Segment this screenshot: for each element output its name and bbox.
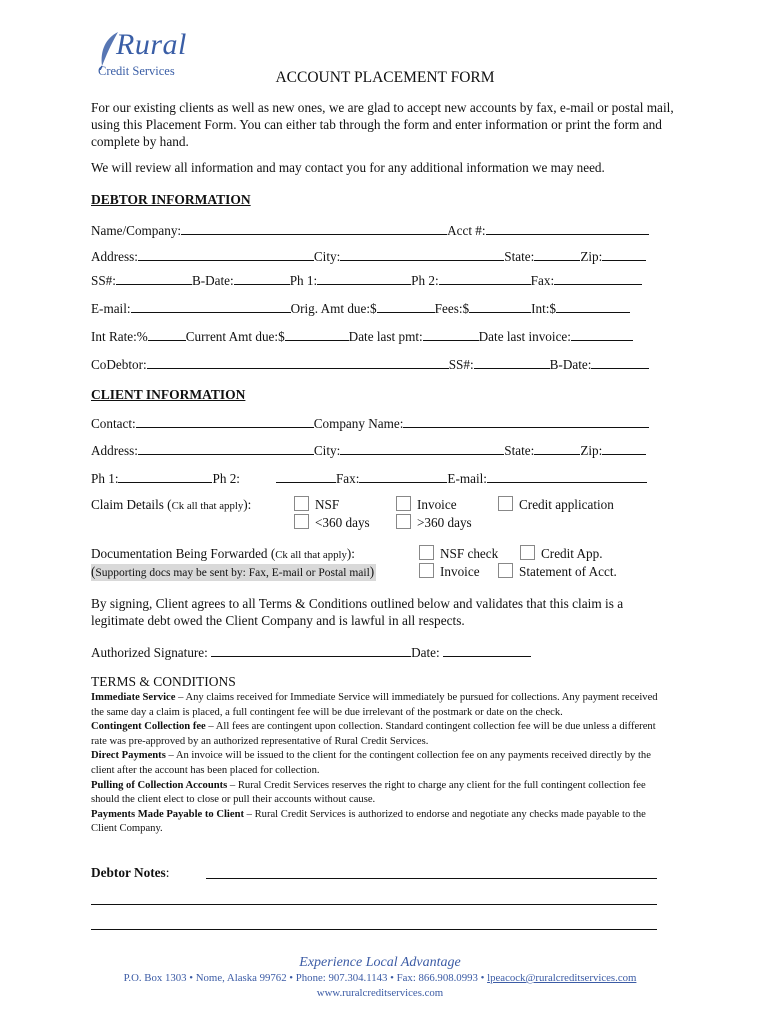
term-text: – An invoice will be issued to the client for the contingent collection fee on any payments received directly by the client after the account has been placed for collection.	[91, 750, 651, 776]
date-last-pmt-label: Date last pmt:	[348, 329, 423, 344]
client-email-field[interactable]	[487, 470, 647, 483]
term-text: – Rural Credit Services is authorized to endorse and negotiate any checks made payable to the Client Company.	[91, 808, 646, 835]
debtor-section-heading: DEBTOR INFORMATION	[91, 192, 251, 207]
logo-main-text: Rural	[116, 28, 187, 61]
debtor-bdate-field[interactable]	[234, 272, 290, 285]
debtor-notes-colon: :	[165, 865, 170, 880]
doc-credit-app-checkbox[interactable]	[520, 545, 535, 560]
debtor-city-field[interactable]	[340, 248, 504, 261]
debtor-row-4	[91, 300, 630, 317]
codebtor-label: CoDebtor:	[91, 357, 147, 372]
orig-amt-label: Orig. Amt due:$	[290, 301, 377, 316]
client-zip-field[interactable]	[602, 442, 646, 455]
client-ph2-label: Ph 2:	[212, 471, 240, 486]
auth-signature-field[interactable]	[211, 644, 411, 657]
codebtor-bdate-field[interactable]	[591, 356, 649, 369]
debtor-ph2-field[interactable]	[439, 272, 531, 285]
doc-statement-label: Statement of Acct.	[519, 564, 617, 579]
form-title: ACCOUNT PLACEMENT FORM	[275, 69, 495, 86]
debtor-ph2-label: Ph 2:	[411, 273, 439, 288]
term-text: – All fees are contingent upon collection. Standard contingent collection fee will be due unless a different rate was pre-approved by an authorized representative of Rural Credit Services.	[91, 721, 656, 747]
contact-label: Contact:	[91, 416, 136, 431]
name-company-field[interactable]	[181, 222, 447, 235]
doc-forwarded-text: Documentation Being Forwarded (	[91, 546, 276, 561]
term-title: Immediate Service	[91, 692, 176, 703]
date-last-pmt-field[interactable]	[423, 328, 479, 341]
orig-amt-field[interactable]	[377, 300, 435, 313]
footer-contact	[0, 972, 760, 984]
codebtor-field[interactable]	[147, 356, 449, 369]
doc-statement-checkbox[interactable]	[498, 563, 513, 578]
claim-lt360-checkbox[interactable]	[294, 514, 309, 529]
term-title: Contingent Collection fee	[91, 721, 206, 733]
debtor-zip-field[interactable]	[602, 248, 646, 261]
doc-forwarded-colon: ):	[346, 546, 355, 561]
client-state-field[interactable]	[534, 442, 580, 455]
doc-forwarded-hint: Ck all that apply	[275, 549, 347, 561]
codebtor-ss-field[interactable]	[474, 356, 550, 369]
debtor-notes-label	[91, 865, 169, 881]
client-row-2	[91, 442, 646, 459]
doc-invoice-label: Invoice	[440, 564, 480, 579]
claim-invoice-label: Invoice	[417, 497, 457, 512]
terms-heading: TERMS & CONDITIONS	[91, 674, 236, 689]
date-label: Date:	[411, 645, 440, 660]
debtor-ph1-label: Ph 1:	[289, 273, 318, 288]
debtor-address-label: Address:	[91, 249, 138, 264]
doc-forwarded-label	[91, 546, 355, 563]
doc-note-close: )	[369, 564, 375, 579]
debtor-row-5	[91, 328, 633, 345]
doc-note-open: (	[91, 564, 96, 579]
footer-website[interactable]: www.ruralcreditservices.com	[316, 987, 444, 999]
claim-credit-app-checkbox[interactable]	[498, 496, 513, 511]
doc-invoice-checkbox[interactable]	[419, 563, 434, 578]
claim-details-text: Claim Details (	[91, 497, 172, 512]
debtor-fax-label: Fax:	[530, 273, 555, 288]
claim-nsf-checkbox[interactable]	[294, 496, 309, 511]
claim-nsf-label: NSF	[315, 497, 340, 512]
claim-gt360-checkbox[interactable]	[396, 514, 411, 529]
term-text: – Any claims received for Immediate Service will immediately be pursued for collections. Any payment received the same day a claim is placed, a full contingent fee will be due irrelevant of the postmark or date on the check.	[91, 692, 658, 718]
acct-label: Acct #:	[447, 223, 486, 238]
client-row-3	[91, 470, 647, 487]
debtor-notes-line-1[interactable]	[206, 878, 657, 879]
date-last-invoice-label: Date last invoice:	[478, 329, 571, 344]
date-last-invoice-field[interactable]	[571, 328, 633, 341]
codebtor-ss-label: SS#:	[448, 357, 474, 372]
client-email-label: E-mail:	[447, 471, 487, 486]
debtor-zip-label: Zip:	[580, 249, 603, 264]
client-ph2-field[interactable]	[276, 470, 336, 483]
claim-gt360-label: >360 days	[417, 515, 472, 530]
term-title: Direct Payments	[91, 750, 166, 762]
debtor-row-1	[91, 222, 649, 239]
signature-row	[91, 644, 531, 661]
debtor-notes-line-3[interactable]	[91, 929, 657, 930]
client-row-1	[91, 415, 649, 432]
debtor-notes-title: Debtor Notes	[91, 865, 166, 880]
terms-list	[91, 691, 663, 837]
auth-signature-label: Authorized Signature:	[91, 645, 208, 660]
debtor-state-label: State:	[504, 249, 535, 264]
debtor-ss-label: SS#:	[91, 273, 116, 288]
term-title: Pulling of Collection Accounts	[91, 779, 228, 791]
debtor-email-field[interactable]	[131, 300, 291, 313]
debtor-row-2	[91, 248, 646, 265]
term-immediate-service	[91, 691, 663, 720]
claim-lt360-label: <360 days	[315, 515, 370, 530]
int-rate-label: Int Rate:%	[91, 329, 148, 344]
int-rate-field[interactable]	[148, 328, 186, 341]
debtor-email-label: E-mail:	[91, 301, 131, 316]
client-city-label: City:	[313, 443, 341, 458]
company-name-label: Company Name:	[313, 416, 404, 431]
debtor-bdate-label: B-Date:	[191, 273, 234, 288]
footer-email-link[interactable]: lpeacock@ruralcreditservices.com	[487, 972, 637, 984]
client-zip-label: Zip:	[580, 443, 603, 458]
current-amt-label: Current Amt due:$	[185, 329, 285, 344]
claim-details-colon: ):	[243, 497, 252, 512]
codebtor-bdate-label: B-Date:	[549, 357, 592, 372]
footer-tagline: Experience Local Advantage	[299, 955, 461, 970]
claim-details-label	[91, 497, 251, 514]
int-label: Int:$	[531, 301, 557, 316]
int-field[interactable]	[556, 300, 630, 313]
client-fax-field[interactable]	[359, 470, 447, 483]
doc-note-text: Supporting docs may be sent by: Fax, E-mail or Postal mail	[95, 567, 370, 579]
term-payments-payable	[91, 808, 663, 837]
current-amt-field[interactable]	[285, 328, 349, 341]
debtor-ss-field[interactable]	[116, 272, 192, 285]
intro-paragraph: For our existing clients as well as new ones, we are glad to accept new accounts by fax, e-mail or postal mail, using this Placement Form. You can either tab through the form and enter information or print the form and complete by hand.	[91, 100, 674, 149]
debtor-state-field[interactable]	[534, 248, 580, 261]
client-city-field[interactable]	[340, 442, 504, 455]
claim-details-hint: Ck all that apply	[171, 500, 244, 512]
client-ph2-spacer	[240, 471, 276, 483]
claim-invoice-checkbox[interactable]	[396, 496, 411, 511]
client-section-heading: CLIENT INFORMATION	[91, 387, 246, 402]
client-ph1-field[interactable]	[118, 470, 212, 483]
intro-paragraph-2: We will review all information and may contact you for any additional information we may need.	[91, 160, 605, 175]
fees-label: Fees:$	[434, 301, 470, 316]
term-text: – Rural Credit Services reserves the right to charge any client for the full contingent collection fee should the client elect to close or pull their accounts without cause.	[91, 779, 646, 806]
signing-agreement-text: By signing, Client agrees to all Terms & Conditions outlined below and validates that this claim is a legitimate debt owed the Client Company and is lawful in all respects.	[91, 596, 624, 628]
debtor-row-3	[91, 272, 642, 289]
date-field[interactable]	[443, 644, 531, 657]
claim-credit-app-label: Credit application	[519, 497, 614, 512]
logo-sub-text: Credit Services	[98, 64, 175, 78]
client-address-label: Address:	[91, 443, 138, 458]
term-direct-payments	[91, 749, 663, 778]
footer-address: P.O. Box 1303 • Nome, Alaska 99762 • Phone: 907.304.1143 • Fax: 866.908.0993 •	[123, 972, 488, 984]
doc-credit-app-label: Credit App.	[541, 546, 603, 561]
debtor-notes-line-2[interactable]	[91, 904, 657, 905]
client-address-field[interactable]	[138, 442, 314, 455]
doc-nsf-check-checkbox[interactable]	[419, 545, 434, 560]
debtor-city-label: City:	[313, 249, 341, 264]
doc-nsf-check-label: NSF check	[440, 546, 499, 561]
company-name-field[interactable]	[403, 415, 649, 428]
fees-field[interactable]	[469, 300, 531, 313]
contact-field[interactable]	[136, 415, 314, 428]
doc-note	[91, 564, 376, 581]
acct-field[interactable]	[486, 222, 649, 235]
debtor-row-6	[91, 356, 649, 373]
term-contingent-fee	[91, 720, 663, 749]
name-company-label: Name/Company:	[91, 223, 182, 238]
client-state-label: State:	[504, 443, 535, 458]
term-pulling-accounts	[91, 779, 663, 808]
client-ph1-label: Ph 1:	[91, 471, 119, 486]
debtor-ph1-field[interactable]	[317, 272, 411, 285]
debtor-fax-field[interactable]	[554, 272, 642, 285]
client-fax-label: Fax:	[335, 471, 360, 486]
debtor-address-field[interactable]	[138, 248, 314, 261]
term-title: Payments Made Payable to Client	[91, 808, 244, 820]
